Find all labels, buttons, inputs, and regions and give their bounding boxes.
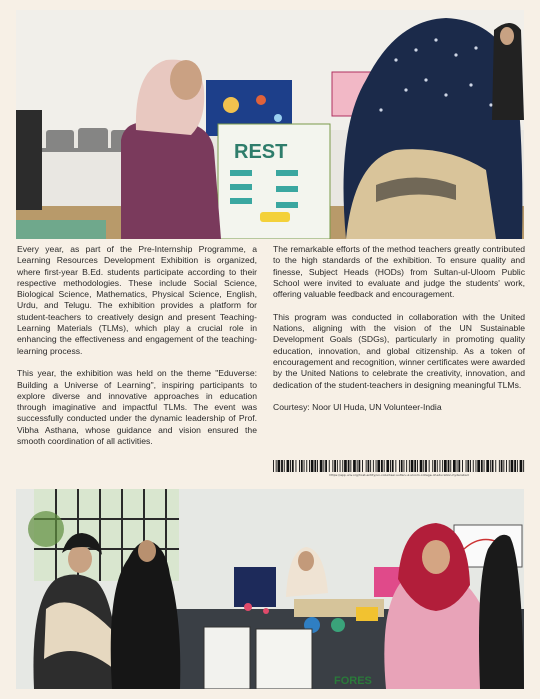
paragraph-united-nations: This program was conducted in collaboration with the United Nations, aligning with the vision of the UN Sustainable Development Goals (SDGs), particularly in promoting quality education, innovation, and global citizenship. As a token of encouragement and recognition, winner certificates were awarded by the United Nations to celebrate the creativity, innovation, and dedication of the student-teachers in designing meaningful TLMs. — [273, 311, 525, 390]
barcode-bar — [273, 460, 274, 472]
barcode-bar — [370, 460, 371, 472]
barcode-bar — [486, 460, 489, 472]
barcode-bar — [278, 460, 281, 472]
barcode-bar — [329, 460, 330, 472]
barcode-bar — [299, 460, 300, 472]
barcode-bar — [509, 460, 510, 472]
barcode-bar — [450, 460, 451, 472]
barcode-bar — [304, 460, 305, 472]
barcode-bar — [301, 460, 303, 472]
barcode-bar — [381, 460, 383, 472]
paragraph-theme: This year, the exhibition was held on the theme "Eduverse: Building a Universe of Learning", inspiring participants to explore diverse and innovative approaches in education through imaginative and impactful TLMs. The event was successfully conducted under the dynamic leadership of Prof. Vibha Asthana, whose guidance and vision ensured the smooth coordination of all activities. — [17, 368, 257, 447]
barcode-bar — [395, 460, 396, 472]
barcode-bar — [523, 460, 524, 472]
barcode-bar — [409, 460, 410, 472]
forest-sign: FORES — [334, 675, 372, 687]
barcode-bar — [353, 460, 356, 472]
barcode-bar — [499, 460, 500, 472]
barcode-bar — [477, 460, 480, 472]
barcode-bar — [503, 460, 504, 472]
barcode-bar — [429, 460, 430, 472]
barcode-bar — [514, 460, 516, 472]
barcode-bar — [434, 460, 436, 472]
exhibition-scene-top — [16, 10, 524, 239]
barcode-bar — [281, 460, 283, 472]
barcode-bar — [481, 460, 483, 472]
barcode-bar — [292, 460, 294, 472]
barcode-bar — [462, 460, 463, 472]
barcode-bar — [296, 460, 297, 472]
barcode-bar — [437, 460, 438, 472]
barcode-bar — [314, 460, 316, 472]
exhibition-scene-bottom — [16, 489, 524, 689]
barcode-bar — [320, 460, 323, 472]
barcode-bar — [287, 460, 290, 472]
barcode-bar — [457, 460, 458, 472]
barcode-bar — [506, 460, 507, 472]
barcode-bar — [440, 460, 441, 472]
barcode-bar — [284, 460, 285, 472]
barcode-bar — [444, 460, 447, 472]
barcode-bar — [520, 460, 523, 472]
barcode-bar — [423, 460, 424, 472]
barcode-bar — [414, 460, 416, 472]
barcode-bar — [411, 460, 414, 472]
barcode-bar — [490, 460, 491, 472]
barcode-bar — [473, 460, 474, 472]
article-right-column — [273, 244, 525, 413]
barcode-bar — [334, 460, 336, 472]
barcode-bar — [476, 460, 477, 472]
barcode-bar — [390, 460, 391, 472]
top-photo — [16, 10, 524, 239]
barcode-bar — [323, 460, 324, 472]
barcode-bar — [448, 460, 450, 472]
barcode-bar — [306, 460, 307, 472]
barcode-caption: https://app.unv.org/host-entity/un-volunteer-sultan-ul-uloom-college-of-education-hyderabad — [329, 473, 469, 477]
barcode-bar — [492, 460, 494, 472]
barcode-bar — [350, 460, 351, 472]
poster-heading: REST — [234, 141, 288, 163]
barcode-bars — [273, 460, 525, 472]
barcode-bar — [359, 460, 361, 472]
barcode-bar — [467, 460, 469, 472]
barcode-bar — [399, 460, 400, 472]
barcode-image — [273, 460, 525, 472]
barcode-bar — [392, 460, 394, 472]
barcode-bar — [337, 460, 338, 472]
barcode-bar — [384, 460, 385, 472]
barcode-bar — [376, 460, 377, 472]
barcode-bar — [420, 460, 423, 472]
barcode-bar — [325, 460, 327, 472]
barcode-bar — [377, 460, 380, 472]
barcode-bar — [404, 460, 405, 472]
barcode-bar — [511, 460, 514, 472]
barcode-bar — [332, 460, 333, 472]
barcode-bar — [406, 460, 407, 472]
barcode-bar — [401, 460, 403, 472]
paragraph-method-teachers: The remarkable efforts of the method teachers greatly contributed to the high standards of the exhibition. To ensure quality and finesse, Subject Heads (HODs) from Sultan-ul-Uloom Public School were invited to evaluate and judge the students' work, offering valuable feedback and encouragement. — [273, 244, 525, 300]
barcode-bar — [366, 460, 367, 472]
barcode-bar — [517, 460, 518, 472]
barcode-bar — [495, 460, 496, 472]
barcode-bar — [432, 460, 433, 472]
barcode-bar — [442, 460, 443, 472]
barcode-bar — [501, 460, 503, 472]
barcode-bar — [340, 460, 341, 472]
barcode-bar — [276, 460, 277, 472]
barcode-bar — [311, 460, 314, 472]
barcode-bar — [342, 460, 343, 472]
barcode-bar — [386, 460, 389, 472]
barcode-bar — [484, 460, 485, 472]
barcode-bar — [317, 460, 318, 472]
barcode-bar — [417, 460, 418, 472]
courtesy-line: Courtesy: Noor Ul Huda, UN Volunteer-India — [273, 402, 442, 413]
paragraph-intro: Every year, as part of the Pre-Internship Programme, a Learning Resources Development Exhibition is organized, where first-year B.Ed. students participate according to their respective methodologies. These include Social Science, Biological Science, Mathematics, Physical Science, English, Urdu, and Telugu. The exhibition provides a platform for student-teachers to creatively design and present Teaching-Learning Materials (TLMs), which play a crucial role in enhancing the effectiveness and engagement of the teaching-learning process. — [17, 244, 257, 356]
barcode-bar — [373, 460, 374, 472]
barcode-bar — [458, 460, 460, 472]
barcode-bar — [309, 460, 310, 472]
article-left-column — [17, 244, 257, 447]
bottom-photo — [16, 489, 524, 689]
barcode-bar — [466, 460, 467, 472]
barcode-bar — [357, 460, 358, 472]
barcode-bar — [425, 460, 427, 472]
barcode-bar — [470, 460, 471, 472]
barcode-bar — [344, 460, 347, 472]
barcode-bar — [348, 460, 350, 472]
barcode-bar — [362, 460, 363, 472]
barcode-bar — [453, 460, 456, 472]
barcode-bar — [290, 460, 291, 472]
barcode-bar — [368, 460, 370, 472]
